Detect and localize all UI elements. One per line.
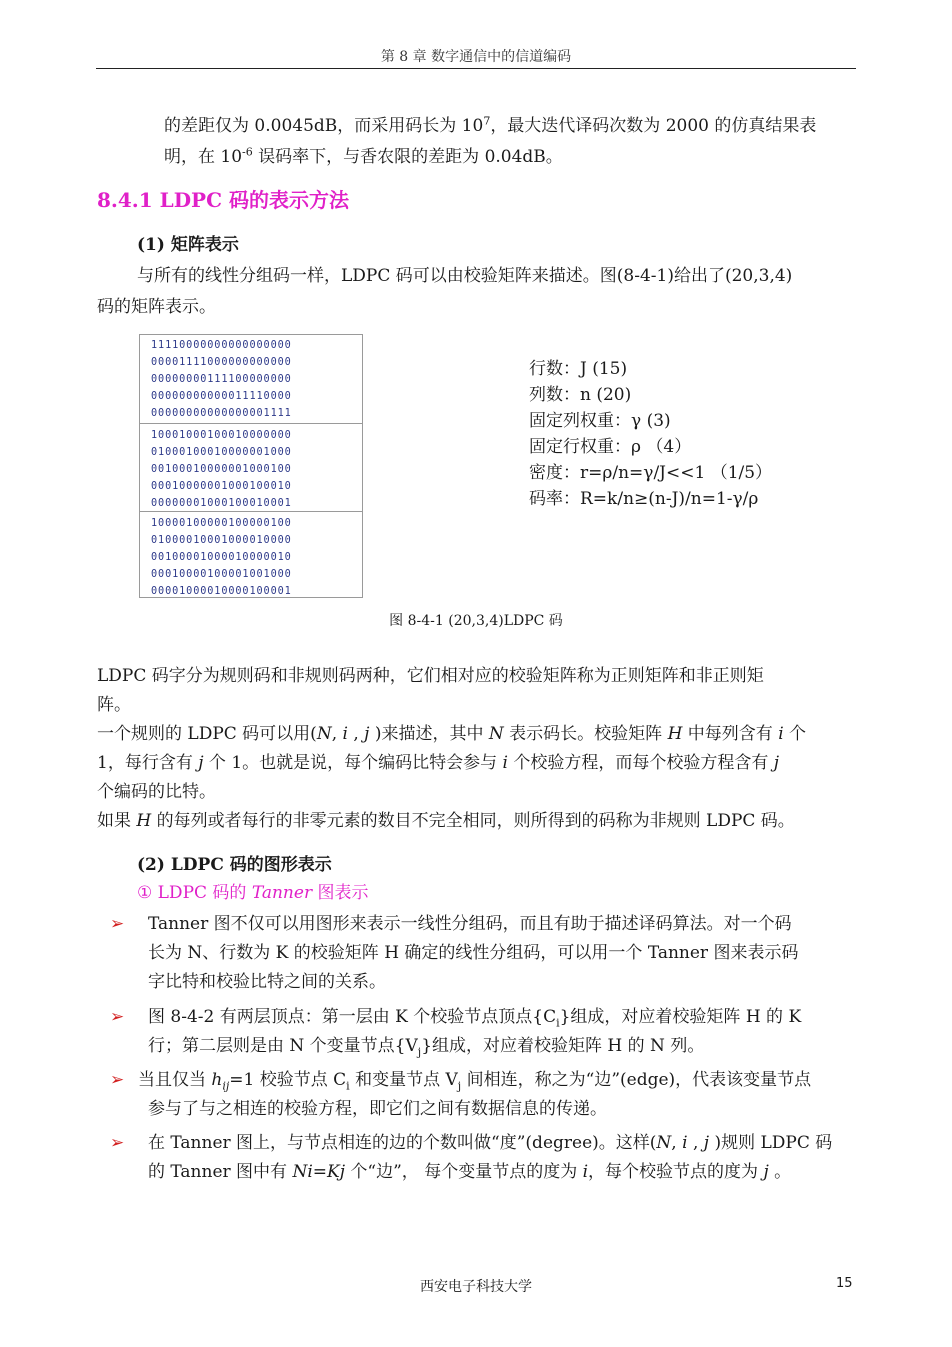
body-para-1-line-2: 阵。 xyxy=(97,695,131,715)
matrix-row: 00010000001000100010 xyxy=(151,481,292,492)
param-rows: 行数：J (15) xyxy=(529,359,628,379)
matrix-row: 00010000100001001000 xyxy=(151,569,292,580)
section-title: 8.4.1 LDPC 码的表示方法 xyxy=(97,188,349,212)
arrow-bullet-icon: ➢ xyxy=(110,1070,125,1090)
matrix-row: 00001000010000100001 xyxy=(151,586,292,597)
param-cols: 列数：n (20) xyxy=(529,385,632,405)
parity-check-matrix xyxy=(139,334,363,598)
matrix-para-line-1: 与所有的线性分组码一样，LDPC 码可以由校验矩阵来描述。图(8-4-1)给出了(20,3,4) xyxy=(137,266,793,286)
matrix-row: 00100010000001000100 xyxy=(151,464,292,475)
matrix-row: 01000100010000001000 xyxy=(151,447,292,458)
matrix-row: 00100001000010000010 xyxy=(151,552,292,563)
param-rate: 码率：R=k/n≥(n-J)/n=1-γ/ρ xyxy=(529,489,759,509)
bullet-text: 在 Tanner 图上，与节点相连的边的个数叫做“度”(degree)。这样(N, i , j )规则 LDPC 码 的 Tanner 图中有 Ni=Kj 个“边”， 每个变量节点的度为 i，每个校验节点的度为 j 。 xyxy=(148,1133,833,1182)
matrix-parameters xyxy=(529,356,772,512)
tanner-heading: ① LDPC 码的 Tanner 图表示 xyxy=(137,883,369,903)
body-para-1-line-1: LDPC 码字分为规则码和非规则码两种，它们相对应的校验矩阵称为正则矩阵和非正则矩 xyxy=(97,666,764,686)
matrix-heading: (1) 矩阵表示 xyxy=(137,235,239,255)
matrix-row: 00000000000000001111 xyxy=(151,408,292,419)
body-para-3: 如果 H 的每列或者每行的非零元素的数目不完全相同，则所得到的码称为非规则 LDPC 码。 xyxy=(97,811,795,831)
header-rule xyxy=(96,68,856,69)
matrix-block-2 xyxy=(140,423,362,515)
param-col-weight: 固定列权重：γ (3) xyxy=(529,411,671,431)
running-header: 第 8 章 数字通信中的信道编码 xyxy=(380,49,572,65)
arrow-bullet-icon: ➢ xyxy=(110,1007,125,1027)
bullet-item-2 xyxy=(110,1003,855,1061)
matrix-row: 01000010001000010000 xyxy=(151,535,292,546)
bullet-item-3 xyxy=(110,1066,855,1124)
param-density: 密度：r=ρ/n=γ/J<<1 （1/5） xyxy=(529,463,773,483)
figure-caption: 图 8-4-1 (20,3,4)LDPC 码 xyxy=(389,613,563,629)
matrix-row: 10000100000100000100 xyxy=(151,518,292,529)
graph-heading: (2) LDPC 码的图形表示 xyxy=(137,855,332,875)
bullet-text: 当且仅当 $h_{ij}=1$ 校验节点 $C_i$ 和变量节点 $V_j$ 间相连，称之为“边”(edge)，代表该变量节点 参与了与之相连的校验方程，即它们之间有数据信息的传递。 xyxy=(138,1070,812,1119)
bullet-item-1 xyxy=(110,910,855,997)
body-para-2-line-3: 个编码的比特。 xyxy=(97,782,216,802)
arrow-bullet-icon: ➢ xyxy=(110,914,125,934)
bullet-text: Tanner 图不仅可以用图形来表示一线性分组码，而且有助于描述译码算法。对一个码 长为 N、行数为 K 的校验矩阵 H 确定的线性分组码，可以用一个 Tanner 图来表示码 字比特和校验比特之间的关系。 xyxy=(148,914,799,992)
matrix-row: 10001000100010000000 xyxy=(151,430,292,441)
matrix-block-1 xyxy=(140,337,362,422)
bullet-text: 图 8-4-2 有两层顶点：第一层由 K 个校验节点顶点$\{C_i\}$组成，对应着校验矩阵 H 的 K 行；第二层则是由 N 个变量节点$\{V_j\}$组成，对应着校验矩阵 H 的 N 列。 xyxy=(148,1007,802,1059)
intro-line-2: 明，在 $10^{-6}$ 误码率下，与香农限的差距为 0.04dB。 xyxy=(164,145,563,167)
matrix-row: 00000001000100010001 xyxy=(151,498,292,509)
bullet-item-4 xyxy=(110,1129,855,1187)
intro-line-1: 的差距仅为 0.0045dB，而采用码长为 $10^7$，最大迭代译码次数为 2000 的仿真结果表 xyxy=(164,114,817,136)
body-para-2-line-1: 一个规则的 LDPC 码可以用(N, i , j )来描述，其中 N 表示码长。校验矩阵 H 中每列含有 i 个 xyxy=(97,724,807,744)
matrix-row: 00001111000000000000 xyxy=(151,357,292,368)
page-number: 15 xyxy=(836,1276,853,1291)
param-row-weight: 固定行权重：ρ （4） xyxy=(529,437,692,457)
matrix-para-line-2: 码的矩阵表示。 xyxy=(97,297,216,317)
matrix-row: 00000000000011110000 xyxy=(151,391,292,402)
matrix-block-3 xyxy=(140,511,362,599)
arrow-bullet-icon: ➢ xyxy=(110,1133,125,1153)
body-para-2-line-2: 1，每行含有 j 个 1。也就是说，每个编码比特会参与 i 个校验方程，而每个校验方程含有 j xyxy=(97,753,780,773)
matrix-row: 11110000000000000000 xyxy=(151,340,292,351)
footer-university: 西安电子科技大学 xyxy=(420,1279,532,1295)
matrix-row: 00000000111100000000 xyxy=(151,374,292,385)
